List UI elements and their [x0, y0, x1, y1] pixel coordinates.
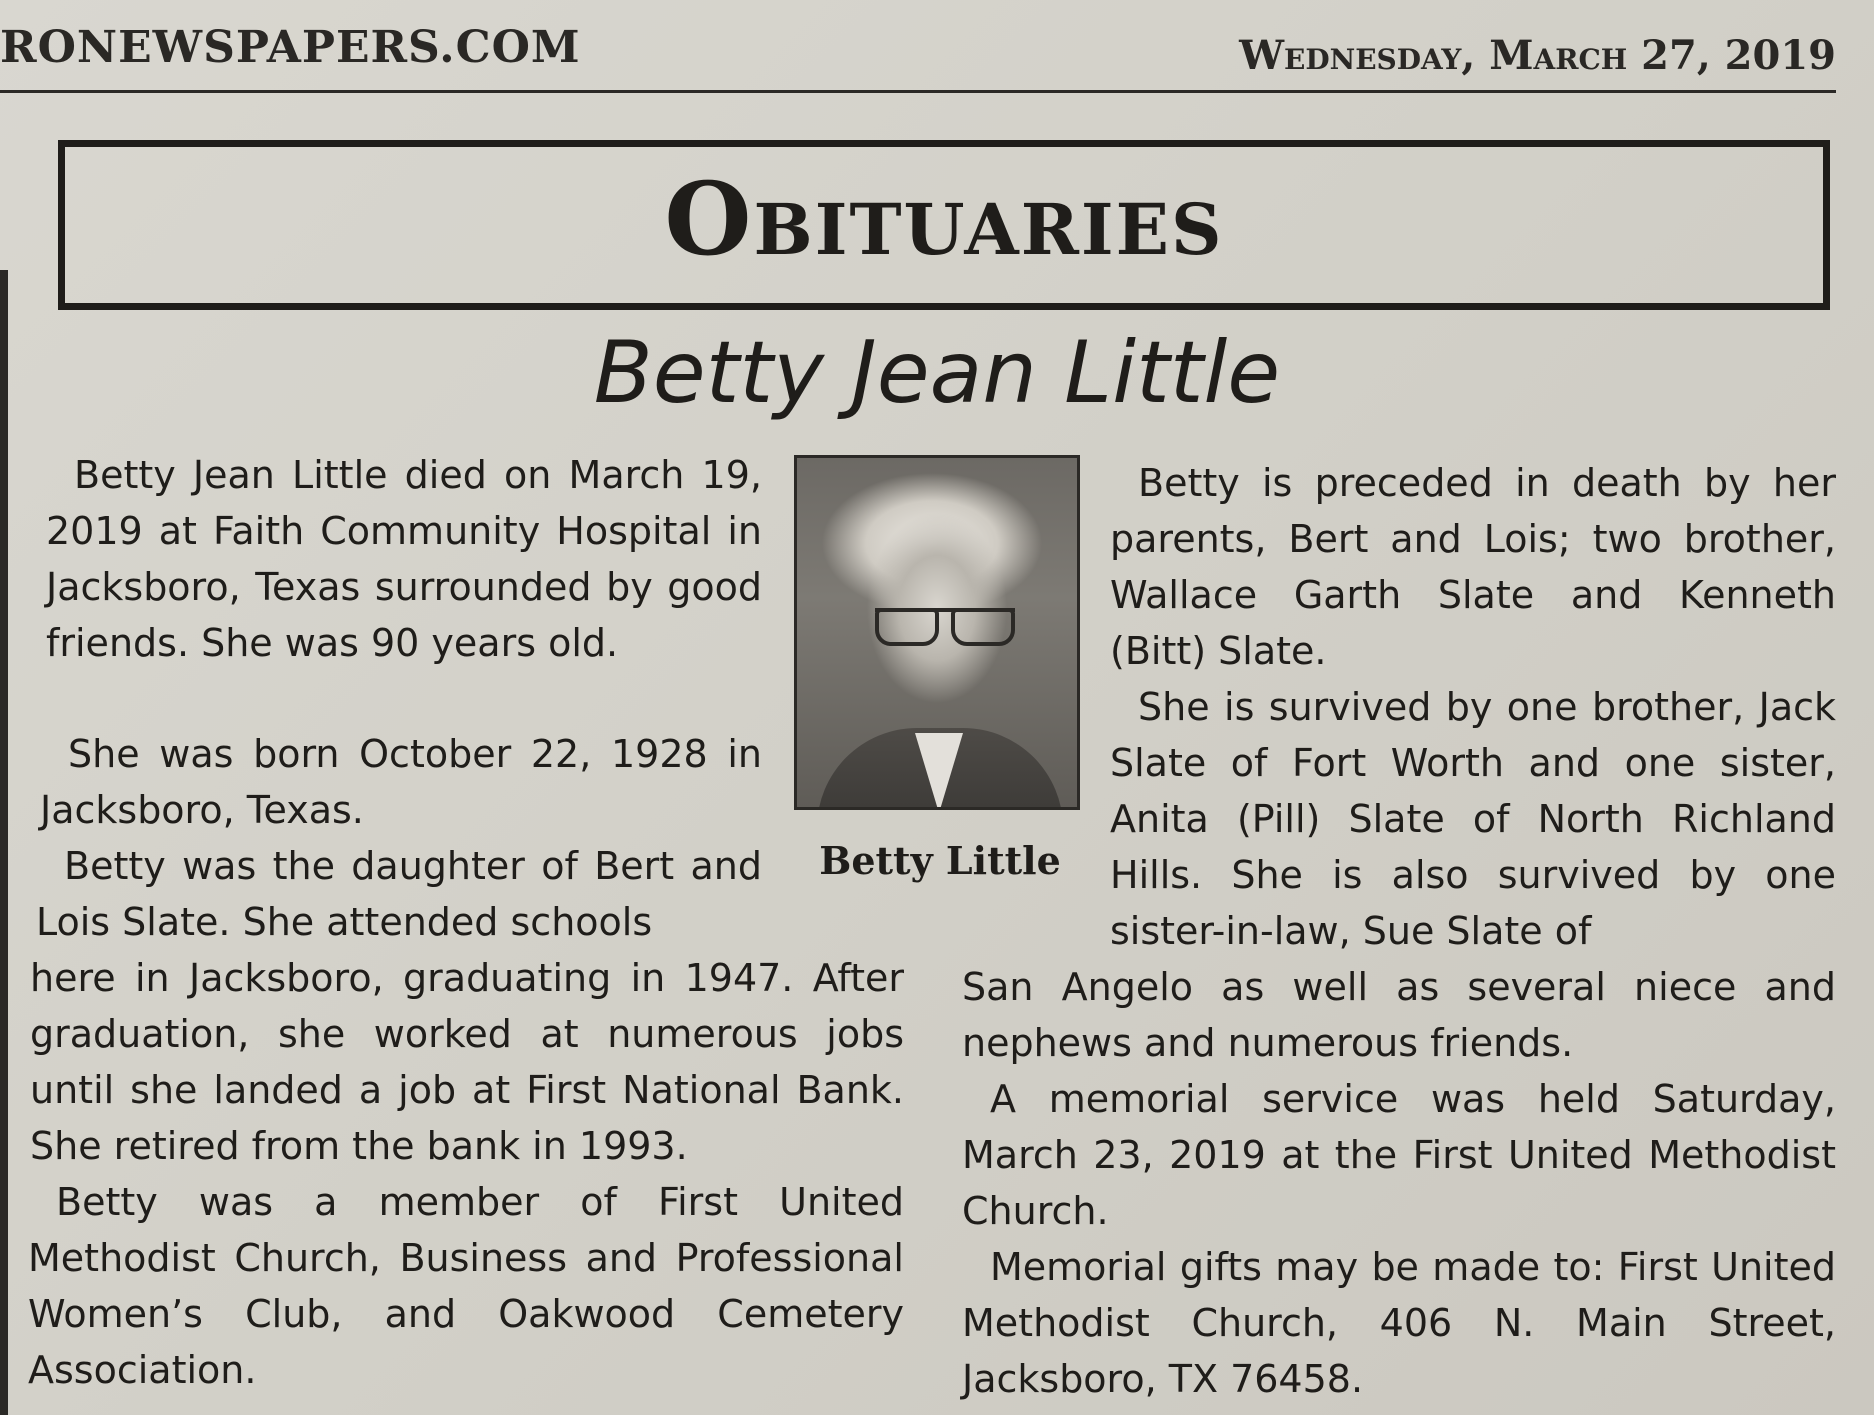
paragraph-death	[46, 447, 762, 671]
paragraph-career-text: here in Jacksboro, graduating in 1947. After graduation, she worked at numerous jobs until she landed a job at First National Bank. She retired from the bank in 1993.	[30, 956, 904, 1168]
header-rule	[0, 90, 1836, 93]
site-name: RONEWSPAPERS.COM	[0, 22, 581, 73]
page-edge-bar	[0, 270, 8, 1415]
paragraph-preceded	[1110, 455, 1836, 679]
paragraph-preceded-text: Betty is preceded in death by her parents, Bert and Lois; two brother, Wallace Garth Slate and Kenneth (Bitt) Slate.	[1110, 461, 1836, 673]
paragraph-memorial-service-text: A memorial service was held Saturday, March 23, 2019 at the First United Methodist Church.	[962, 1077, 1836, 1233]
paragraph-memorial-service	[962, 1071, 1836, 1239]
paragraph-memberships-text: Betty was a member of First United Methodist Church, Business and Professional Women’s Club, and Oakwood Cemetery Association.	[28, 1180, 904, 1392]
paragraph-memberships	[28, 1174, 904, 1398]
paragraph-family-narrow	[36, 838, 762, 950]
paragraph-memorial-gifts	[962, 1239, 1836, 1407]
portrait-photo	[794, 455, 1080, 810]
paragraph-survived-wide-text: San Angelo as well as several niece and nephews and numerous friends.	[962, 965, 1836, 1065]
paragraph-memorial-gifts-text: Memorial gifts may be made to: First United Methodist Church, 406 N. Main Street, Jacksboro, TX 76458.	[962, 1245, 1836, 1401]
section-title: Obituaries	[664, 160, 1224, 278]
paragraph-death-text: Betty Jean Little died on March 19, 2019 at Faith Community Hospital in Jacksboro, Texas surrounded by good friends. She was 90 years old.	[46, 453, 762, 665]
paragraph-survived-wide	[962, 959, 1836, 1071]
paragraph-birth	[40, 726, 762, 838]
paragraph-career	[30, 950, 904, 1174]
issue-date: Wednesday, March 27, 2019	[1239, 32, 1836, 79]
photo-caption: Betty Little	[819, 838, 1061, 883]
paragraph-birth-text: She was born October 22, 1928 in Jacksboro, Texas.	[40, 732, 762, 832]
paragraph-family-narrow-text: Betty was the daughter of Bert and Lois Slate. She attended schools	[36, 844, 762, 944]
paragraph-survived-narrow	[1110, 679, 1836, 959]
section-banner	[58, 140, 1830, 310]
paragraph-survived-narrow-text: She is survived by one brother, Jack Slate of Fort Worth and one sister, Anita (Pill) Slate of North Richland Hills. She is also survived by one sister-in-law, Sue Slate of	[1110, 685, 1836, 953]
portrait-glasses	[875, 608, 1015, 646]
obituary-name: Betty Jean Little	[593, 323, 1281, 423]
